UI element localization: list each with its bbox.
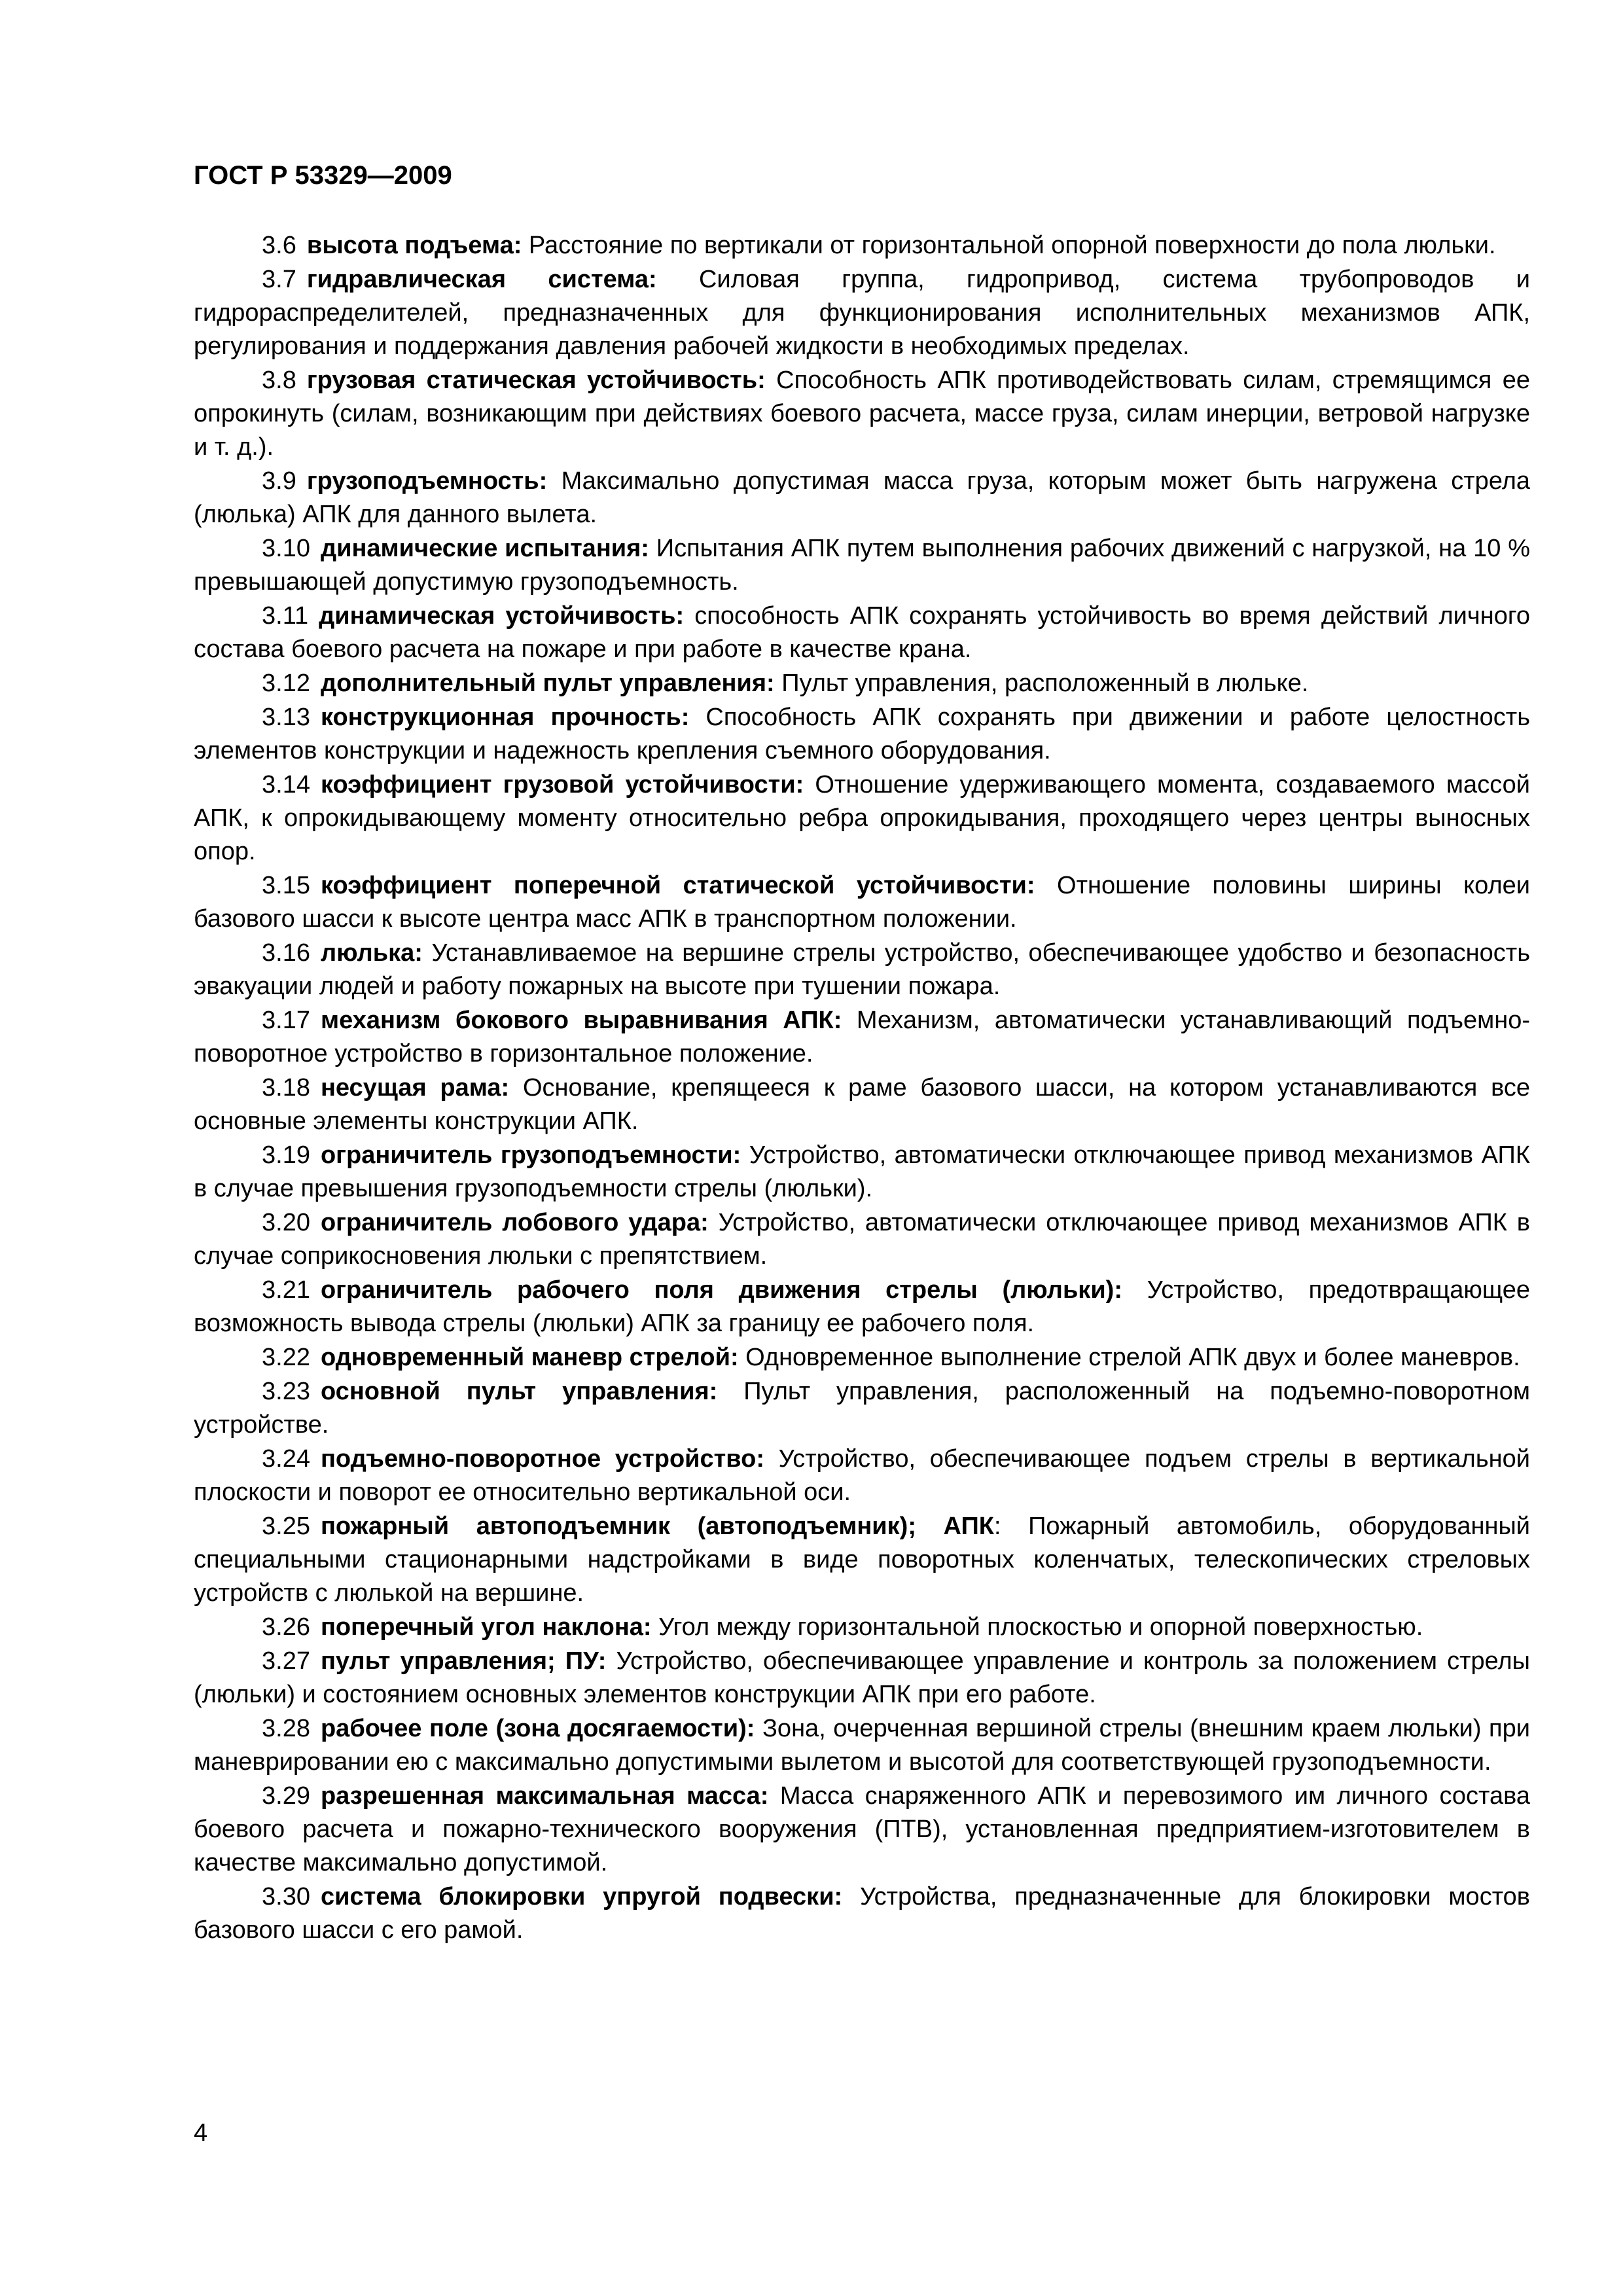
term-entry-3-25 <box>194 1510 1530 1610</box>
entry-definition: Устройство, предотвращающее возможность вывода стрелы (люльки) АПК за границу ее рабочего поля. <box>194 1276 1530 1337</box>
entry-definition: : Пожарный автомобиль, оборудованный специальными стационарными надстройками в виде поворотных коленчатых, телескопических стреловых устройств с люлькой на вершине. <box>194 1513 1531 1607</box>
entry-term: динамические испытания: <box>320 535 649 562</box>
entry-definition: Расстояние по вертикали от горизонтальной опорной поверхности до пола люльки. <box>522 232 1496 259</box>
entry-number: 3.9 <box>262 467 296 495</box>
entry-definition: Максимально допустимая масса груза, которым может быть нагружена стрела (люлька) АПК для данного вылета. <box>194 467 1530 528</box>
entry-number: 3.29 <box>262 1782 310 1810</box>
term-entry-3-26 <box>194 1611 1530 1644</box>
entry-definition: Пульт управления, расположенный на подъемно-поворотном устройстве. <box>194 1378 1530 1439</box>
entry-definition: Способность АПК противодействовать силам, стремящимся ее опрокинуть (силам, возникающим при действиях боевого расчета, массе груза, силам инерции, ветровой нагрузке и т. д.). <box>194 367 1530 461</box>
entry-number: 3.18 <box>262 1074 310 1102</box>
entry-term: поперечный угол наклона: <box>320 1613 652 1641</box>
term-entry-3-29 <box>194 1780 1530 1880</box>
entry-term: одновременный маневр стрелой: <box>320 1344 739 1371</box>
entry-term: подъемно-поворотное устройство: <box>320 1445 764 1473</box>
entry-number: 3.21 <box>262 1276 310 1304</box>
term-entry-3-23 <box>194 1375 1530 1442</box>
entry-definition: Отношение половины ширины колеи базового шасси к высоте центра масс АПК в транспортном положении. <box>194 872 1531 933</box>
term-entry-3-11 <box>194 600 1530 666</box>
term-entry-3-19 <box>194 1139 1530 1206</box>
term-entry-3-14 <box>194 768 1530 869</box>
entry-definition: Основание, крепящееся к раме базового шасси, на котором устанавливаются все основные элементы конструкции АПК. <box>194 1074 1530 1135</box>
entry-term: конструкционная прочность: <box>320 704 690 731</box>
entry-definition: Способность АПК сохранять при движении и работе целостность элементов конструкции и надежность крепления съемного оборудования. <box>194 704 1530 764</box>
term-entry-3-18 <box>194 1071 1530 1138</box>
entry-number: 3.22 <box>262 1344 310 1371</box>
term-entry-3-15 <box>194 869 1530 936</box>
entry-term: пульт управления; ПУ: <box>320 1647 607 1675</box>
entry-term: несущая рама: <box>320 1074 510 1102</box>
entry-definition: Зона, очерченная вершиной стрелы (внешним краем люльки) при маневрировании ею с максимально допустимыми вылетом и высотой для соответствующей грузоподъемности. <box>194 1715 1530 1776</box>
entry-term: динамическая устойчивость: <box>319 602 685 630</box>
entry-number: 3.14 <box>262 771 310 798</box>
entry-term: грузовая статическая устойчивость: <box>306 367 766 394</box>
entry-number: 3.24 <box>262 1445 310 1473</box>
term-entry-3-10 <box>194 532 1530 599</box>
entry-number: 3.30 <box>262 1883 310 1910</box>
entry-definition: Силовая группа, гидропривод, система трубопроводов и гидрораспределителей, предназначенных для функционирования исполнительных механизмов АПК, регулирования и поддержания давления рабочей жидкости в необходимых пределах. <box>194 266 1530 360</box>
entry-number: 3.23 <box>262 1378 310 1405</box>
standard-designation: ГОСТ Р 53329—2009 <box>194 161 452 190</box>
entry-definition: Одновременное выполнение стрелой АПК двух и более маневров. <box>738 1344 1520 1371</box>
term-entry-3-7 <box>194 263 1530 363</box>
entry-definition: Отношение удерживающего момента, создаваемого массой АПК, к опрокидывающему моменту относительно ребра опрокидывания, проходящего через центры выносных опор. <box>194 771 1530 865</box>
term-entry-3-16 <box>194 937 1530 1003</box>
entry-term: рабочее поле (зона досягаемости): <box>320 1715 755 1742</box>
term-entry-3-22 <box>194 1341 1530 1374</box>
entry-number: 3.25 <box>262 1513 310 1540</box>
term-entry-3-30 <box>194 1880 1530 1947</box>
entry-number: 3.8 <box>262 367 296 394</box>
entry-number: 3.19 <box>262 1141 310 1169</box>
entry-definition: Устройство, обеспечивающее подъем стрелы в вертикальной плоскости и поворот ее относительно вертикальной оси. <box>194 1445 1530 1506</box>
entry-term: основной пульт управления: <box>320 1378 718 1405</box>
entry-term: коэффициент поперечной статической устойчивости: <box>320 872 1035 899</box>
entry-number: 3.11 <box>262 602 309 630</box>
entry-number: 3.12 <box>262 670 310 697</box>
entry-definition: Устройство, автоматически отключающее привод механизмов АПК в случае соприкосновения люльки с препятствием. <box>194 1209 1530 1270</box>
entry-term: дополнительный пульт управления: <box>320 670 775 697</box>
term-entry-3-24 <box>194 1443 1530 1509</box>
entry-number: 3.15 <box>262 872 310 899</box>
entry-term: гидравлическая система: <box>306 266 657 293</box>
entry-number: 3.28 <box>262 1715 310 1742</box>
term-entry-3-21 <box>194 1274 1530 1340</box>
entry-term: ограничитель рабочего поля движения стрелы (люльки): <box>320 1276 1122 1304</box>
entry-number: 3.16 <box>262 939 310 967</box>
entry-definition: способность АПК сохранять устойчивость во время действий личного состава боевого расчета на пожаре и при работе в качестве крана. <box>194 602 1530 663</box>
entry-term: ограничитель лобового удара: <box>320 1209 709 1236</box>
entry-number: 3.6 <box>262 232 296 259</box>
term-entry-3-17 <box>194 1004 1530 1071</box>
entry-term: грузоподъемность: <box>306 467 548 495</box>
entry-number: 3.27 <box>262 1647 310 1675</box>
entry-term: механизм бокового выравнивания АПК: <box>320 1007 842 1034</box>
entry-definition: Механизм, автоматически устанавливающий подъемно-поворотное устройство в горизонтальное положение. <box>194 1007 1530 1067</box>
entry-term: ограничитель грузоподъемности: <box>320 1141 741 1169</box>
entry-definition: Пульт управления, расположенный в люльке. <box>774 670 1309 697</box>
term-entry-3-6 <box>194 229 1530 262</box>
entry-definition: Угол между горизонтальной плоскостью и опорной поверхностью. <box>651 1613 1423 1641</box>
entry-term: система блокировки упругой подвески: <box>320 1883 843 1910</box>
entry-number: 3.10 <box>262 535 310 562</box>
entry-definition: Масса снаряженного АПК и перевозимого им личного состава боевого расчета и пожарно-технического вооружения (ПТВ), установленная предприятием-изготовителем в качестве максимально допустимой. <box>194 1782 1531 1876</box>
entry-term: люлька: <box>320 939 423 967</box>
entry-number: 3.20 <box>262 1209 310 1236</box>
page-number: 4 <box>194 2119 208 2147</box>
term-entry-3-12 <box>194 667 1530 700</box>
term-entry-3-27 <box>194 1645 1530 1712</box>
entry-term: высота подъема: <box>306 232 522 259</box>
entry-number: 3.13 <box>262 704 310 731</box>
entry-definition: Испытания АПК путем выполнения рабочих движений с нагрузкой, на 10 % превышающей допустимую грузоподъемность. <box>194 535 1531 596</box>
entry-definition: Устанавливаемое на вершине стрелы устройство, обеспечивающее удобство и безопасность эвакуации людей и работу пожарных на высоте при тушении пожара. <box>194 939 1530 1000</box>
entry-definition: Устройство, автоматически отключающее привод механизмов АПК в случае превышения грузоподъемности стрелы (люльки). <box>194 1141 1530 1202</box>
entry-term: коэффициент грузовой устойчивости: <box>320 771 804 798</box>
term-entry-3-20 <box>194 1206 1530 1273</box>
term-entry-3-28 <box>194 1712 1530 1779</box>
terms-list <box>194 229 1530 1948</box>
term-entry-3-13 <box>194 701 1530 768</box>
entry-definition: Устройства, предназначенные для блокировки мостов базового шасси с его рамой. <box>194 1883 1530 1944</box>
entry-term: разрешенная максимальная масса: <box>320 1782 769 1810</box>
term-entry-3-9 <box>194 465 1530 531</box>
term-entry-3-8 <box>194 364 1530 464</box>
entry-definition: Устройство, обеспечивающее управление и контроль за положением стрелы (люльки) и состоянием основных элементов конструкции АПК при его работе. <box>194 1647 1530 1708</box>
entry-number: 3.7 <box>262 266 296 293</box>
entry-number: 3.26 <box>262 1613 310 1641</box>
entry-term: пожарный автоподъемник (автоподъемник); АПК <box>320 1513 994 1540</box>
entry-number: 3.17 <box>262 1007 310 1034</box>
